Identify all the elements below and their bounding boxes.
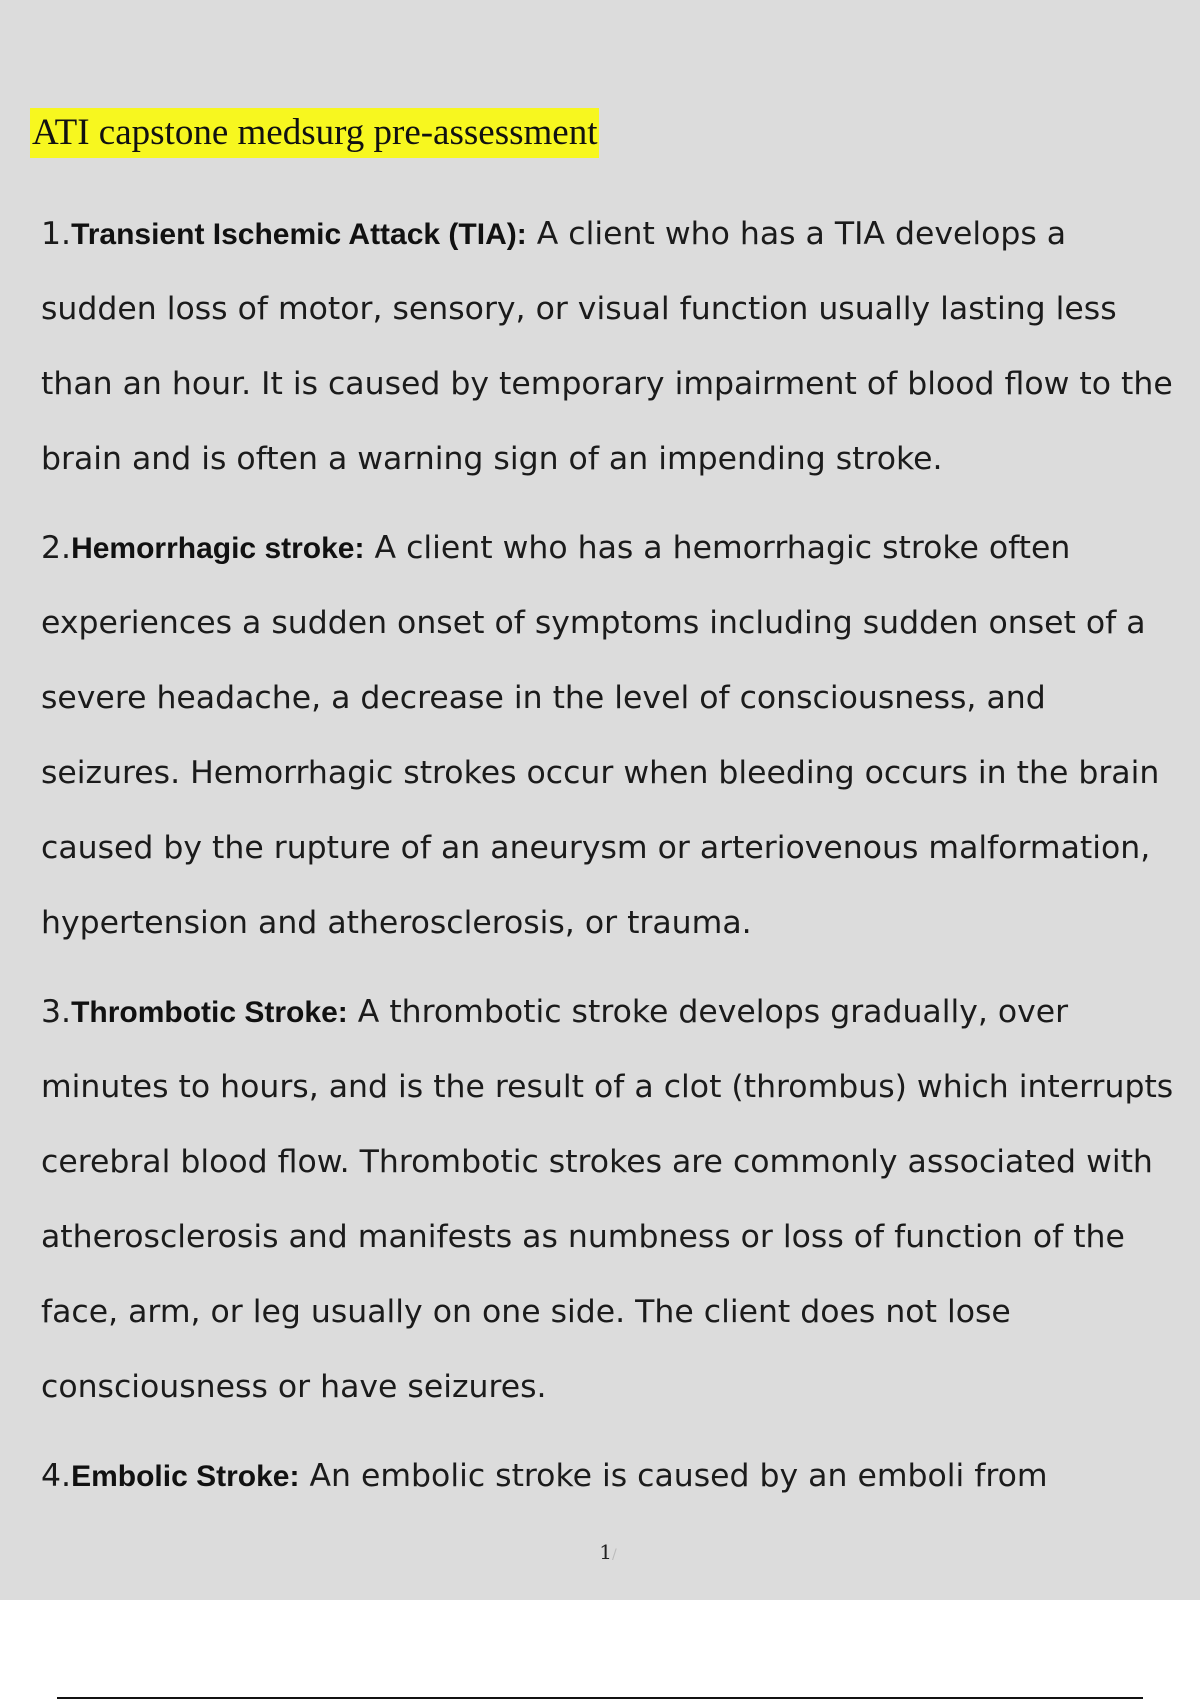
list-item <box>41 975 1191 1425</box>
item-number: 3. <box>41 994 72 1030</box>
item-text: A thrombotic stroke develops gradually, over minutes to hours, and is the result of a clot (thrombus) which interrupts cerebral blood flow. Thrombotic strokes are commonly associated with atherosclerosis and manifests as numbness or loss of function of the face, arm, or leg usually on one side. The client does not lose consciousness or have seizures. <box>41 994 1174 1405</box>
list-item <box>41 197 1191 497</box>
list-item <box>41 1439 1191 1514</box>
item-term: Transient Ischemic Attack (TIA): <box>71 218 527 251</box>
item-text: A client who has a hemorrhagic stroke often experiences a sudden onset of symptoms including sudden onset of a severe headache, a decrease in the level of consciousness, and seizures. Hemorrhagic strokes occur when bleeding occurs in the brain caused by the rupture of an aneurysm or arteriovenous malformation, hypertension and atherosclerosis, or trauma. <box>41 530 1160 941</box>
item-number: 1. <box>41 216 72 252</box>
item-term: Embolic Stroke: <box>71 1460 300 1493</box>
item-term: Hemorrhagic stroke: <box>71 532 365 565</box>
item-number: 4. <box>41 1458 72 1494</box>
item-number: 2. <box>41 530 72 566</box>
item-term: Thrombotic Stroke: <box>71 996 348 1029</box>
footer-divider <box>57 1697 1143 1699</box>
item-text: A client who has a TIA develops a sudden loss of motor, sensory, or visual function usually lasting less than an hour. It is caused by temporary impairment of blood flow to the brain and is often a warning sign of an impending stroke. <box>41 216 1173 477</box>
page-number-value: 1 <box>599 1540 612 1564</box>
list-item <box>41 511 1191 961</box>
document-title: ATI capstone medsurg pre-assessment <box>30 108 599 158</box>
item-text: An embolic stroke is caused by an emboli from <box>299 1458 1048 1494</box>
item-list <box>41 197 1191 1528</box>
page-number <box>0 1540 1200 1564</box>
page-number-separator: / <box>612 1547 617 1563</box>
